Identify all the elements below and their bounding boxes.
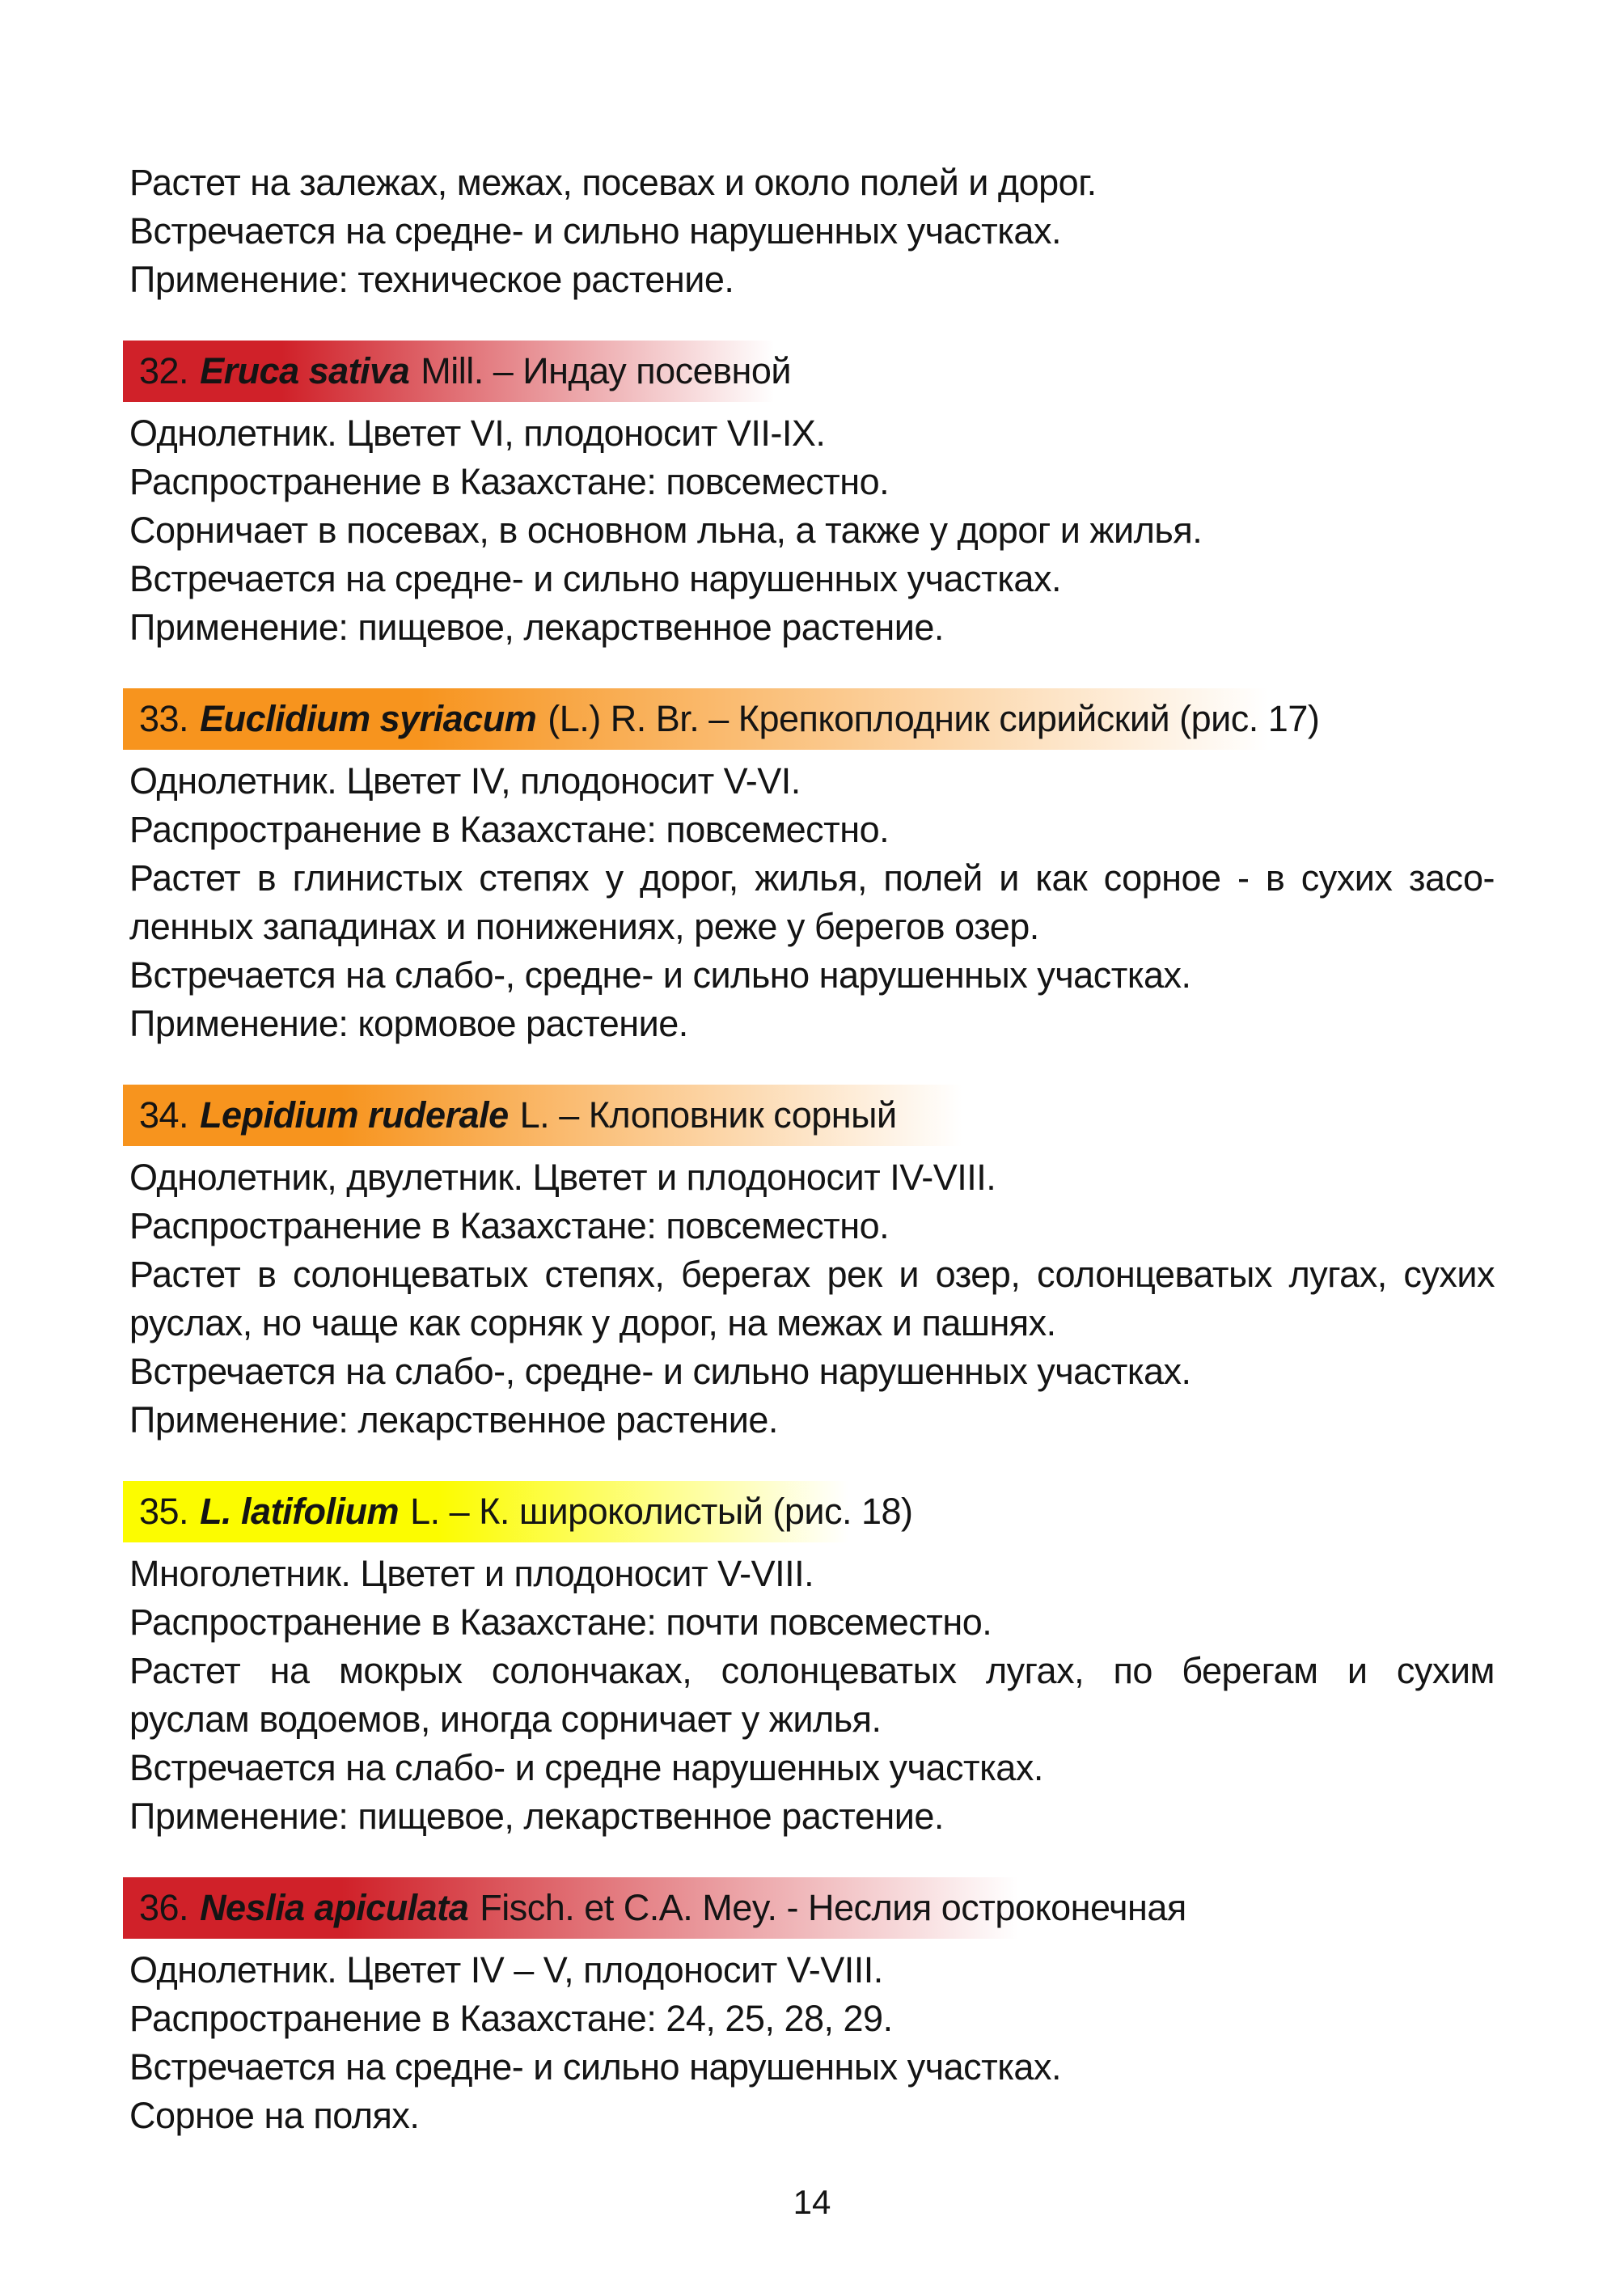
entry-header-highlight [123, 688, 1320, 750]
body-line: Распространение в Казахстане: повсеместно. [129, 461, 890, 502]
page-number: 14 [793, 2183, 831, 2221]
species-entry [129, 1877, 1495, 2140]
entry-header-highlight [123, 1877, 1186, 1939]
species-latin-name: Eruca sativa [200, 350, 410, 391]
entry-number: 33. [139, 698, 189, 739]
entry-number: 36. [139, 1887, 189, 1928]
species-entry [129, 341, 1495, 652]
species-latin-name: Neslia apiculata [200, 1887, 469, 1928]
body-line: Сорничает в посевах, в основном льна, а также у дорог и жилья. [129, 510, 1203, 551]
body-line: Распространение в Казахстане: 24, 25, 28, 29. [129, 1998, 893, 2039]
species-entry [129, 1481, 1495, 1841]
entry-body [129, 409, 1495, 652]
body-line: Растет в глинистых степях у дорог, жилья, полей и как сорное - в сухих засо- [129, 857, 1495, 899]
body-line: Применение: пищевое, лекарственное растение. [129, 607, 944, 648]
body-line: руслах, но чаще как сорняк у дорог, на межах и пашнях. [129, 1302, 1056, 1343]
body-line: Встречается на слабо- и средне нарушенных участках. [129, 1747, 1043, 1788]
body-line: ленных западинах и понижениях, реже у берегов озер. [129, 906, 1039, 947]
species-entries-list [129, 341, 1495, 2140]
body-line: Сорное на полях. [129, 2095, 420, 2136]
body-line: Растет в солонцеватых степях, берегах рек и озер, солонцеватых лугах, сухих [129, 1254, 1495, 1295]
body-line: Применение: кормовое растение. [129, 1003, 688, 1044]
body-line: Встречается на слабо-, средне- и сильно нарушенных участках. [129, 954, 1191, 996]
intro-line: Встречается на средне- и сильно нарушенных участках. [129, 210, 1061, 252]
body-line: Распространение в Казахстане: почти повсеместно. [129, 1601, 992, 1643]
entry-body [129, 757, 1495, 1048]
entry-header-rest: Fisch. et C.A. Mey. - Неслия остроконечная [480, 1887, 1186, 1928]
entry-header-rest: Mill. – Индау посевной [421, 350, 792, 391]
body-line: Однолетник. Цветет VI, плодоносит VII-IX. [129, 412, 826, 454]
body-line: Применение: пищевое, лекарственное растение. [129, 1796, 944, 1837]
entry-header-rest: L. – Клоповник сорный [519, 1094, 897, 1136]
body-line: Распространение в Казахстане: повсеместно. [129, 809, 890, 850]
body-line: Применение: лекарственное растение. [129, 1399, 778, 1441]
body-line: руслам водоемов, иногда сорничает у жилья. [129, 1699, 882, 1740]
body-line: Встречается на средне- и сильно нарушенных участках. [129, 2046, 1061, 2088]
entry-number: 35. [139, 1491, 189, 1532]
entry-header-highlight [123, 341, 847, 402]
body-line: Растет на мокрых солончаках, солонцеватых лугах, по берегам и сухим [129, 1650, 1495, 1691]
body-line: Встречается на средне- и сильно нарушенных участках. [129, 558, 1061, 599]
species-entry [129, 688, 1495, 1048]
intro-line: Применение: техническое растение. [129, 259, 734, 300]
entry-number: 32. [139, 350, 189, 391]
entry-header-highlight [123, 1085, 988, 1146]
entry-header-rest: (L.) R. Br. – Крепкоплодник сирийский (рис. 17) [548, 698, 1320, 739]
body-line: Распространение в Казахстане: повсеместно. [129, 1205, 890, 1246]
body-line: Однолетник. Цветет IV – V, плодоносит V-VIII. [129, 1949, 883, 1991]
intro-line: Растет на залежах, межах, посевах и около полей и дорог. [129, 162, 1097, 203]
entry-body [129, 1550, 1495, 1841]
entry-number: 34. [139, 1094, 189, 1136]
entry-header-rest: L. – К. широколистый (рис. 18) [410, 1491, 913, 1532]
intro-paragraph [129, 159, 1495, 304]
entry-header-highlight [123, 1481, 911, 1542]
species-entry [129, 1085, 1495, 1445]
body-line: Однолетник, двулетник. Цветет и плодоносит IV-VIII. [129, 1157, 996, 1198]
body-line: Однолетник. Цветет IV, плодоносит V-VI. [129, 760, 801, 802]
body-line: Многолетник. Цветет и плодоносит V-VIII. [129, 1553, 814, 1594]
body-line: Встречается на слабо-, средне- и сильно нарушенных участках. [129, 1351, 1191, 1392]
entry-body [129, 1153, 1495, 1445]
species-latin-name: Euclidium syriacum [200, 698, 537, 739]
species-latin-name: L. latifolium [200, 1491, 400, 1532]
entry-body [129, 1946, 1495, 2140]
species-latin-name: Lepidium ruderale [200, 1094, 509, 1136]
